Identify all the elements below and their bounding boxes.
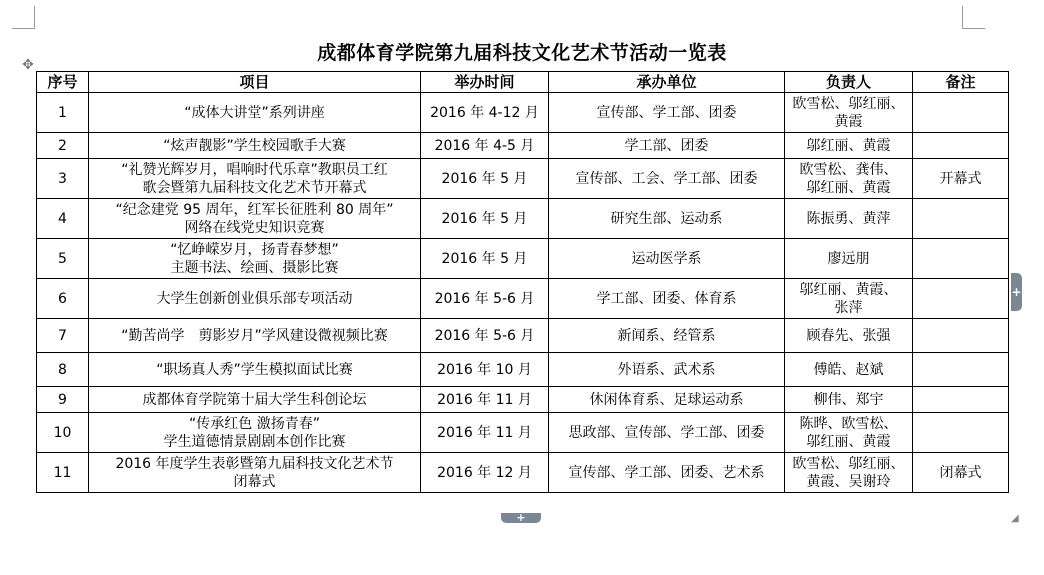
header-date: 举办时间	[421, 72, 549, 93]
cell-person[interactable]	[785, 353, 913, 387]
cell-project-line: 成都体育学院第十届大学生科创论坛	[142, 391, 367, 408]
cell-person-line: 邬红丽、黄霞	[806, 137, 891, 154]
cell-date[interactable]: 2016 年 11 月	[421, 413, 549, 453]
cell-no[interactable]: 8	[37, 353, 89, 387]
cell-project-line: “成体大讲堂”系列讲座	[184, 104, 325, 121]
add-row-plus-icon[interactable]: +	[501, 513, 541, 523]
cell-project[interactable]	[89, 387, 421, 413]
document-title: 成都体育学院第九届科技文化艺术节活动一览表	[317, 42, 727, 64]
cell-date[interactable]: 2016 年 4-12 月	[421, 93, 549, 133]
cell-date[interactable]: 2016 年 5 月	[421, 159, 549, 199]
header-note: 备注	[913, 72, 1009, 93]
cell-no[interactable]: 4	[37, 199, 89, 239]
table-row	[37, 279, 1009, 319]
cell-project-line: 大学生创新创业俱乐部专项活动	[156, 290, 353, 307]
cell-no[interactable]: 10	[37, 413, 89, 453]
cell-date[interactable]: 2016 年 4-5 月	[421, 133, 549, 159]
cell-project-line: 歌会暨第九届科技文化艺术节开幕式	[142, 179, 367, 196]
cell-person[interactable]	[785, 279, 913, 319]
cell-organizer[interactable]: 宣传部、学工部、团委	[549, 93, 785, 133]
header-project: 项目	[89, 72, 421, 93]
table-row	[37, 387, 1009, 413]
resize-corner-icon[interactable]: ◢	[1011, 513, 1019, 524]
cell-organizer[interactable]: 宣传部、学工部、团委、艺术系	[549, 453, 785, 493]
cell-no[interactable]: 5	[37, 239, 89, 279]
cell-organizer[interactable]: 学工部、团委	[549, 133, 785, 159]
cell-person-line: 顾春先、张强	[806, 327, 891, 344]
cell-project-line: 2016 年度学生表彰暨第九届科技文化艺术节	[115, 455, 394, 472]
cell-organizer[interactable]: 运动医学系	[549, 239, 785, 279]
cell-note[interactable]	[913, 319, 1009, 353]
cell-no[interactable]: 7	[37, 319, 89, 353]
cell-person-line: 邬红丽、黄霞、	[799, 281, 898, 298]
table-row	[37, 93, 1009, 133]
cell-no[interactable]: 6	[37, 279, 89, 319]
cell-project-line: 主题书法、绘画、摄影比赛	[170, 259, 339, 276]
cell-project[interactable]	[89, 159, 421, 199]
cell-date[interactable]: 2016 年 10 月	[421, 353, 549, 387]
table-row	[37, 239, 1009, 279]
cell-organizer[interactable]: 外语系、武术系	[549, 353, 785, 387]
cell-person-line: 傅皓、赵斌	[813, 361, 884, 378]
cell-organizer[interactable]: 宣传部、工会、学工部、团委	[549, 159, 785, 199]
cell-organizer[interactable]: 学工部、团委、体育系	[549, 279, 785, 319]
crop-mark-top-left	[12, 6, 35, 29]
cell-project-line: 网络在线党史知识竞赛	[184, 219, 325, 236]
table-row	[37, 353, 1009, 387]
cell-date[interactable]: 2016 年 5-6 月	[421, 279, 549, 319]
cell-person[interactable]	[785, 413, 913, 453]
header-person: 负责人	[785, 72, 913, 93]
cell-note[interactable]	[913, 239, 1009, 279]
cell-person-line: 欧雪松、邬红丽、	[792, 455, 905, 472]
table-row	[37, 319, 1009, 353]
cell-project[interactable]	[89, 453, 421, 493]
cell-organizer[interactable]: 新闻系、经管系	[549, 319, 785, 353]
cell-project[interactable]	[89, 413, 421, 453]
cell-person-line: 陈晔、欧雪松、	[799, 415, 898, 432]
cell-project[interactable]	[89, 239, 421, 279]
header-organizer: 承办单位	[549, 72, 785, 93]
cell-person[interactable]	[785, 453, 913, 493]
cell-person-line: 柳伟、郑宇	[813, 391, 884, 408]
table-row	[37, 159, 1009, 199]
cell-project[interactable]	[89, 133, 421, 159]
table-row	[37, 133, 1009, 159]
table-row	[37, 453, 1009, 493]
cell-note[interactable]	[913, 93, 1009, 133]
cell-project-line: 学生道德情景剧剧本创作比赛	[163, 433, 346, 450]
cell-person[interactable]	[785, 93, 913, 133]
cell-no[interactable]: 2	[37, 133, 89, 159]
cell-note[interactable]: 开幕式	[913, 159, 1009, 199]
cell-person-line: 陈振勇、黄萍	[806, 210, 891, 227]
crop-mark-top-right	[962, 6, 985, 29]
cell-date[interactable]: 2016 年 5 月	[421, 199, 549, 239]
cell-note[interactable]: 闭幕式	[913, 453, 1009, 493]
cell-no[interactable]: 3	[37, 159, 89, 199]
table-row	[37, 413, 1009, 453]
cell-organizer[interactable]: 研究生部、运动系	[549, 199, 785, 239]
cell-person[interactable]	[785, 159, 913, 199]
cell-person-line: 廖远朋	[827, 250, 870, 267]
cell-project[interactable]	[89, 279, 421, 319]
cell-project-line: “勤苦尚学 剪影岁月”学风建设微视频比赛	[121, 327, 388, 344]
cell-project[interactable]	[89, 353, 421, 387]
cell-person[interactable]	[785, 319, 913, 353]
cell-person-line: 欧雪松、邬红丽、	[792, 95, 905, 112]
cell-note[interactable]	[913, 353, 1009, 387]
cell-note[interactable]	[913, 387, 1009, 413]
activity-table	[36, 71, 1009, 493]
cell-note[interactable]	[913, 199, 1009, 239]
add-column-plus-icon[interactable]: +	[1011, 273, 1022, 311]
cell-date[interactable]: 2016 年 5 月	[421, 239, 549, 279]
cell-project[interactable]	[89, 199, 421, 239]
cell-person-line: 黄霞	[834, 113, 863, 130]
header-no: 序号	[37, 72, 89, 93]
header-row	[37, 72, 1009, 93]
table-row	[37, 199, 1009, 239]
cell-person-line: 张萍	[834, 299, 863, 316]
cell-note[interactable]	[913, 413, 1009, 453]
cell-note[interactable]	[913, 133, 1009, 159]
cell-project-line: “纪念建党 95 周年，红军长征胜利 80 周年”	[115, 201, 394, 218]
cell-person-line: 欧雪松、龚伟、	[799, 161, 898, 178]
cell-project[interactable]	[89, 93, 421, 133]
cell-person[interactable]	[785, 239, 913, 279]
cell-project-line: “传承红色 激扬青春”	[189, 415, 320, 432]
cell-person[interactable]	[785, 133, 913, 159]
cell-no[interactable]: 1	[37, 93, 89, 133]
cell-organizer[interactable]: 思政部、宣传部、学工部、团委	[549, 413, 785, 453]
cell-no[interactable]: 11	[37, 453, 89, 493]
cell-project-line: “炫声靓影”学生校园歌手大赛	[163, 137, 346, 154]
cell-date[interactable]: 2016 年 12 月	[421, 453, 549, 493]
cell-person-line: 邬红丽、黄霞	[806, 179, 891, 196]
cell-no[interactable]: 9	[37, 387, 89, 413]
cell-project-line: “礼赞光辉岁月，唱响时代乐章”教职员工红	[121, 161, 388, 178]
cell-person-line: 黄霞、吴谢玲	[806, 473, 891, 490]
move-arrows-icon[interactable]: ✥	[22, 57, 34, 73]
cell-note[interactable]	[913, 279, 1009, 319]
cell-person-line: 邬红丽、黄霞	[806, 433, 891, 450]
cell-person[interactable]	[785, 387, 913, 413]
cell-project[interactable]	[89, 319, 421, 353]
cell-organizer[interactable]: 休闲体育系、足球运动系	[549, 387, 785, 413]
cell-person[interactable]	[785, 199, 913, 239]
cell-project-line: 闭幕式	[233, 473, 276, 490]
cell-project-line: “忆峥嵘岁月，扬青春梦想”	[170, 241, 339, 258]
cell-project-line: “职场真人秀”学生模拟面试比赛	[156, 361, 353, 378]
cell-date[interactable]: 2016 年 11 月	[421, 387, 549, 413]
cell-date[interactable]: 2016 年 5-6 月	[421, 319, 549, 353]
